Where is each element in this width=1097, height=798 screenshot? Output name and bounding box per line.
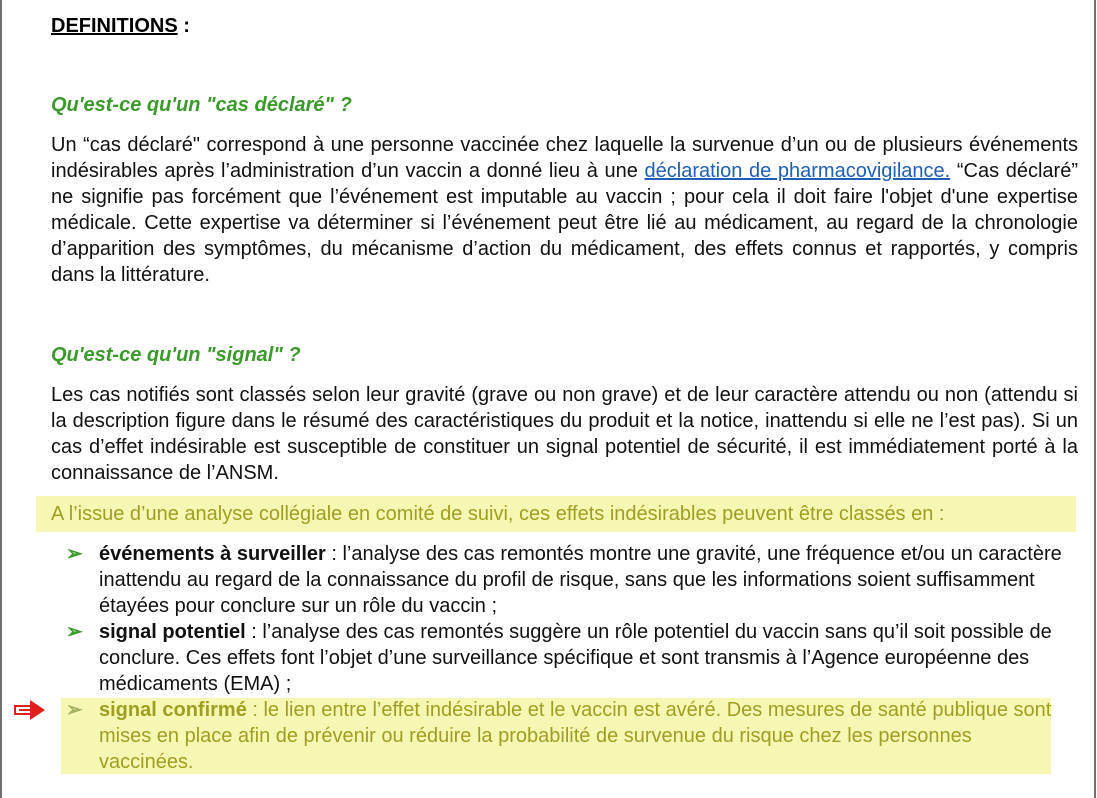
paragraph-signal: Les cas notifiés sont classés selon leur gravité (grave ou non grave) et de leur caractère attendu ou non (attendu si la description figure dans le résumé des caractéristiques du produit et la notice, inattendu si elle ne l’est pas). Si un cas d’effet indésirable est susceptible de constituer un signal potentiel de sécurité, il est immédiatement porté à la connaissance de l’ANSM.: [51, 384, 1078, 484]
page-border-right: [1094, 0, 1096, 798]
page-title-colon: :: [177, 15, 190, 37]
question-cas-declare: Qu'est-ce qu'un "cas déclaré" ?: [51, 94, 352, 116]
paragraph-text-continued: “Cas déclaré” ne signifie pas forcément que l’événement est imputable au vaccin ; pour cela il doit faire l'objet d'une expertise médicale. Cette expertise va déterminer si l’événement peut être lié au médicament, au regard de la chronologie d’apparition des symptômes, du mécanisme d’action du médicament, des effets connus et rapportés, y compris dans la littérature.: [51, 160, 1078, 286]
list-item-desc: : l’analyse des cas remontés suggère un rôle potentiel du vaccin sans qu’il soit possible de conclure. Ces effets font l’objet d’une surveillance spécifique et sont transmis à l’Agence européenne des médicaments (EMA) ;: [99, 621, 1052, 695]
page-border-left: [0, 0, 2, 798]
pharmacovigilance-link[interactable]: déclaration de pharmacovigilance.: [644, 160, 951, 182]
arrowhead-bullet-icon: ➢: [66, 699, 83, 721]
paragraph-text: Un “cas déclaré" correspond à une personne vaccinée chez laquelle la survenue d’un ou de plusieurs événements indésirables après l’administration d’un vaccin a donné lieu à une: [51, 134, 1078, 182]
red-arrow-icon: [14, 699, 46, 721]
list-item-term: signal confirmé: [99, 699, 247, 721]
list-item-evenements: [99, 541, 1064, 619]
list-item-signal-potentiel: [99, 619, 1064, 697]
list-item-term: signal potentiel: [99, 621, 246, 643]
list-item-signal-confirme: [99, 697, 1064, 775]
list-item-term: événements à surveiller: [99, 543, 326, 565]
arrowhead-bullet-icon: ➢: [66, 621, 83, 643]
page-title: [51, 13, 190, 39]
page-title-text: DEFINITIONS: [51, 15, 178, 37]
list-item-desc: : le lien entre l’effet indésirable et le vaccin est avéré. Des mesures de santé publique sont mises en place afin de prévenir ou réduire la probabilité de survenue du risque chez les personnes vaccinées.: [99, 699, 1052, 773]
question-signal: Qu'est-ce qu'un "signal" ?: [51, 344, 301, 366]
classification-intro: A l’issue d’une analyse collégiale en comité de suivi, ces effets indésirables peuvent être classés en :: [51, 503, 945, 525]
list-item-desc: : l’analyse des cas remontés montre une gravité, une fréquence et/ou un caractère inattendu au regard de la connaissance du profil de risque, sans que les informations soient suffisamment étayées pour conclure sur un rôle du vaccin ;: [99, 543, 1062, 617]
paragraph-cas-declare: [51, 132, 1078, 288]
arrowhead-bullet-icon: ➢: [66, 543, 83, 565]
